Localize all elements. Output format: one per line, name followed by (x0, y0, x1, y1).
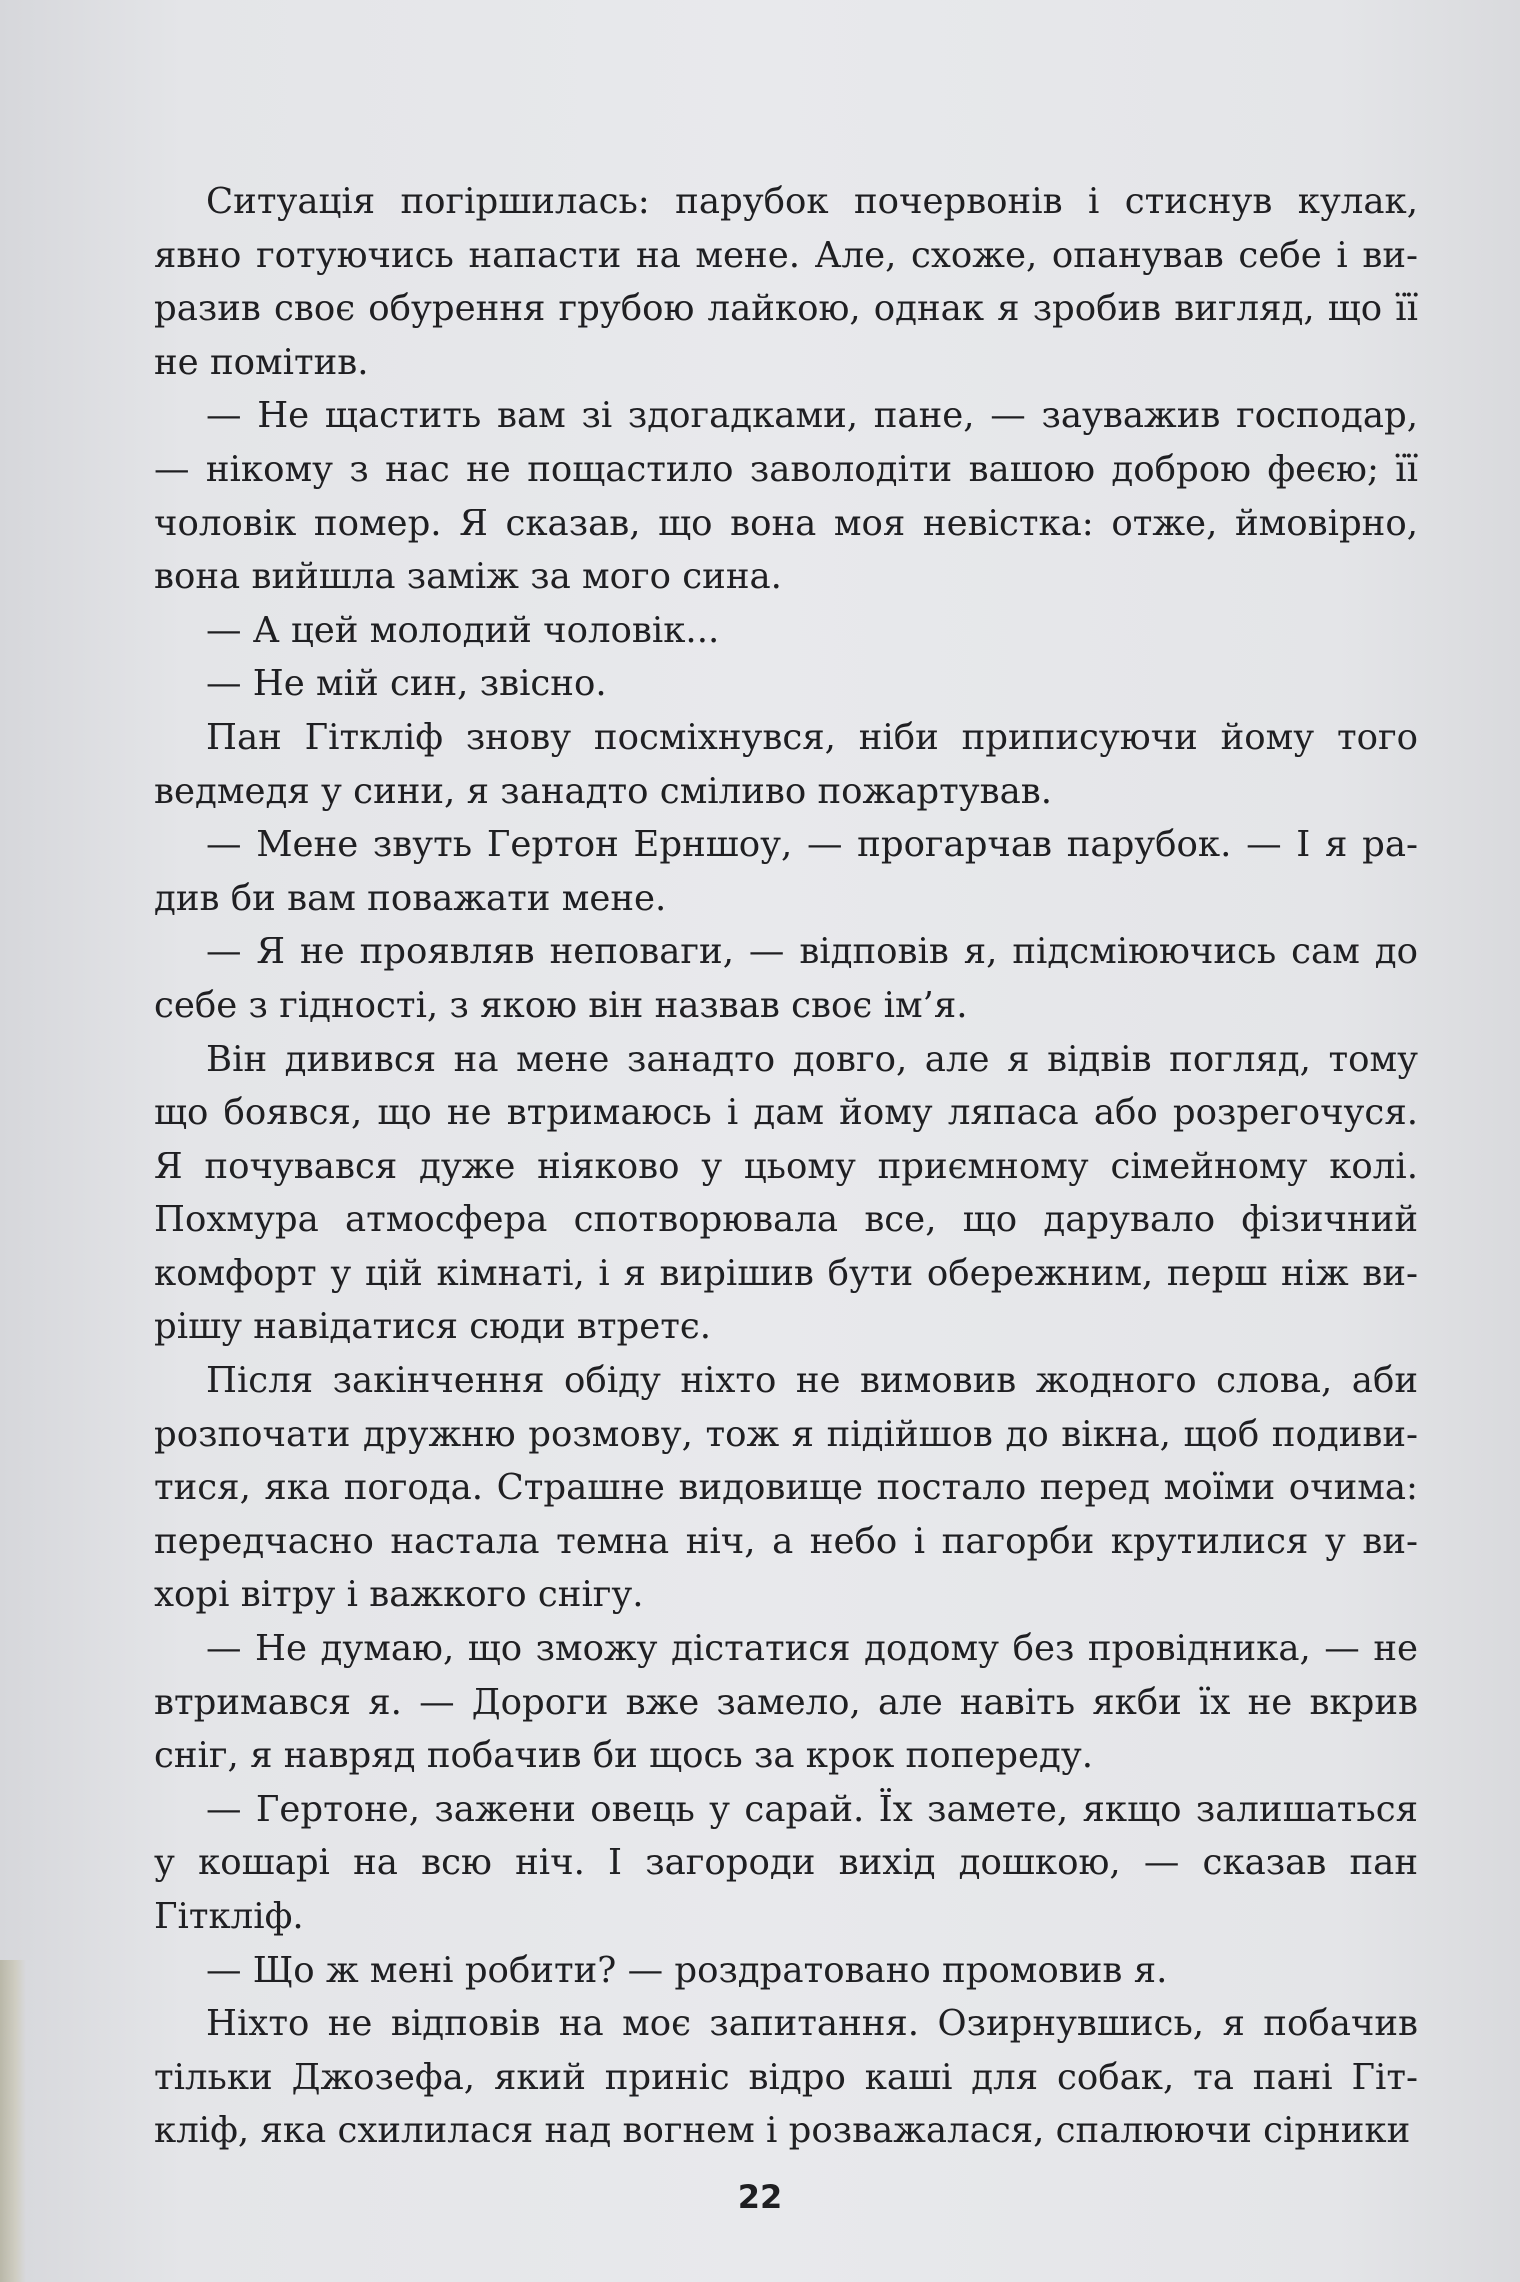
paragraph: Пан Гіткліф знову посміхнувся, ніби приписуючи йому того ведмедя у сини, я занадто сміливо пожартував. (154, 716, 1418, 812)
paragraph: — Що ж мені робити? — роздратовано промовив я. (206, 1949, 1168, 1991)
page-edge-shadow (0, 1960, 26, 2282)
paragraph: — Гертоне, зажени овець у сарай. Їх замете, якщо залишаться у кошарі на всю ніч. І загороди вихід дошкою, — сказав пан Гіткліф. (154, 1788, 1418, 1937)
body-text (154, 175, 1418, 2158)
paragraph: Ситуація погіршилась: парубок почервонів і стиснув кулак, явно готуючись напасти на мене. Але, схоже, опанував себе і виразив своє обурення грубою лайкою, однак я зробив вигляд, що її не помітив. (154, 181, 1418, 383)
paragraph: — А цей молодий чоловік... (206, 609, 720, 651)
paragraph: Після закінчення обіду ніхто не вимовив жодного слова, аби розпочати дружню розмову, тож я підійшов до вікна, щоб подивитися, яка погода. Страшне видовище постало перед моїми очима: передчасно настала темна ніч, а небо і пагорби крутилися у вихорі вітру і важкого снігу. (154, 1360, 1418, 1616)
paragraph: Він дивився на мене занадто довго, але я відвів погляд, тому що боявся, що не втримаюсь і дам йому ляпаса або розрегочуся. Я почувався дуже ніяково у цьому приємному сімейному колі. Похмура атмосфера спотворювала все, що дарувало фізичний комфорт у цій кімнаті, і я вирішив бути обережним, перш ніж вирішу навідатися сюди втретє. (154, 1038, 1418, 1348)
page-number: 22 (737, 2178, 783, 2216)
paragraph: — Не мій син, звісно. (206, 663, 607, 705)
paragraph: — Не думаю, що зможу дістатися додому без провідника, — не втримався я. — Дороги вже замело, але навіть якби їх не вкрив сніг, я навряд побачив би щось за крок попереду. (154, 1628, 1418, 1777)
paragraph: Ніхто не відповів на моє запитання. Озирнувшись, я побачив тільки Джозефа, який приніс відро каші для собак, та пані Гіткліф, яка схилилася над вогнем і розважалася, спалюючи сірники (154, 2003, 1418, 2152)
paragraph: — Я не проявляв неповаги, — відповів я, підсміюючись сам до себе з гідності, з якою він назвав своє ім’я. (154, 931, 1418, 1026)
paragraph: — Мене звуть Гертон Ерншоу, — прогарчав парубок. — І я радив би вам поважати мене. (154, 824, 1418, 919)
paragraph: — Не щастить вам зі здогадками, пане, — зауважив господар, — нікому з нас не пощастило заволодіти вашою доброю феєю; її чоловік помер. Я сказав, що вона моя невістка: отже, ймовірно, вона вийшла заміж за мого сина. (154, 395, 1418, 598)
